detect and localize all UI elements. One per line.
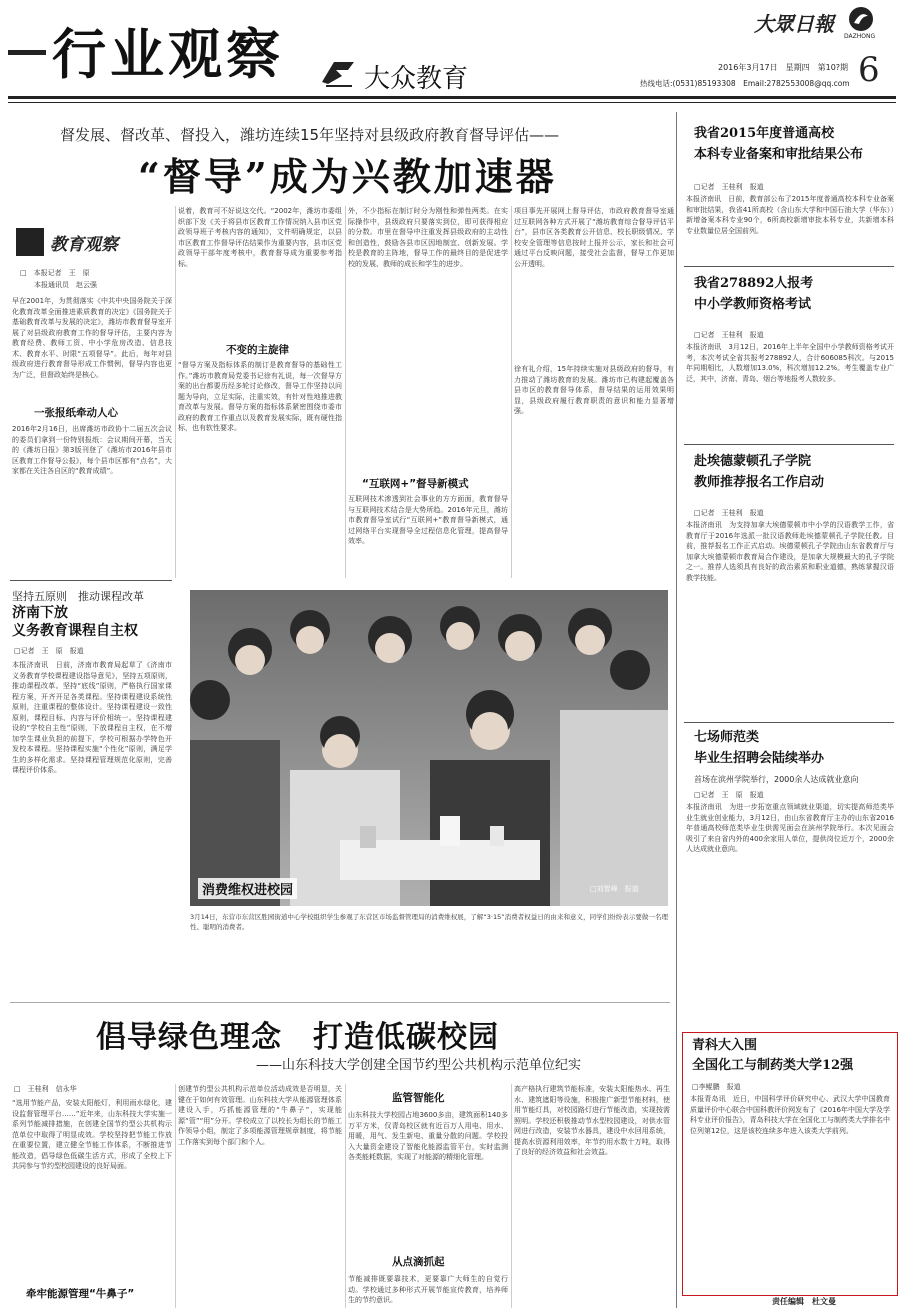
sidebar-divider xyxy=(676,112,677,1308)
feature2-sub-left: 牵牢能源管理“牛鼻子” xyxy=(26,1288,135,1300)
feature2-col-rule-2 xyxy=(345,1084,346,1308)
lead-col1-body: 早在2001年，为贯彻落实《中共中央国务院关于深化教育改革全面推进素质教育的决定》《国务院关于基础教育改革与发展的决定》，潍坊市教育督导室开展了对县级政府教育工作的督导评估，主要内容为教育经费、教师工资、中小学危房改造、信息技术、教育水平、时限“五项督导”。此后，每年对县级政府进行教育督导形成工作惯例，督导内容也更为广泛，但督政始终是核心。 xyxy=(12,297,172,379)
feature2-sub-mid-2: 从点滴抓起 xyxy=(392,1256,445,1268)
news-photo xyxy=(190,590,668,906)
feature2-top-rule xyxy=(10,1002,670,1003)
side-item3-body: 本报济南讯 为支持加拿大埃德蒙顿市中小学的汉语教学工作，省教育厅于2016年选派一批汉语教师赴埃德蒙顿孔子学院任教。目前，推荐报名工作正式启动。埃德蒙顿孔子学院由山东省教育厅与加拿大埃德蒙顿市教育局合作建设，是加拿大规模最大的孔子学院之一。推荐人选须具有良好的政治素质和职业道德，熟练掌握汉语教学技能。 xyxy=(686,521,894,582)
column-tag-label: 教育观察 xyxy=(50,235,118,255)
side-item1-byline: □记者 王桂利 报道 xyxy=(694,183,764,191)
logo-emblem-icon xyxy=(848,6,874,32)
side-item3-byline: □记者 王桂利 报道 xyxy=(694,509,764,517)
side-item4-title-2: 毕业生招聘会陆续举办 xyxy=(694,751,825,766)
feature2-headline: 倡导绿色理念 打造低碳校园 xyxy=(96,1020,499,1055)
left-story-body: 本报济南讯 日前，济南市教育局起草了《济南市义务教育学校课程建设指导意见》，坚持五项原则，推动课程改革。坚持“底线”原则，严格执行国家课程方案，开齐开足各类课程。坚持课程建设系统性原则，注重课程的整体设计。坚持课程建设一致性原则，课程目标、内容与评价相统一。坚持课程建设的“学校自主性”原则，下放课程自主权，在不增加学生课业负担的前提下，学校可根据办学特色开发校本课程。坚持课程实施“个性化”原则，满足学生的多样化需求。坚持课程管理规范化原则，完善课程评价体系。 xyxy=(12,661,172,774)
side-item1-title-1: 我省2015年度普通高校 xyxy=(694,126,835,141)
lead-kicker: 督发展、督改革、督投入，潍坊连续15年坚持对县级政府教育督导评估—— xyxy=(60,126,560,144)
page-number: 6 xyxy=(858,50,880,90)
side-item2-byline: □记者 王桂利 报道 xyxy=(694,331,764,339)
lead-col1-body-2: 2016年2月16日，出席潍坊市政协十二届五次会议的委员们拿到一份特别报纸：会议期间开幕，当天的《潍坊日报》第3版刊登了《潍坊市2016年县市区教育工作督导公报》，每个县市区都有“点名”，大家都在关注各自区的“教育成绩”。 xyxy=(12,425,172,475)
side-item2-title-2: 中小学教师资格考试 xyxy=(694,297,812,312)
side-item4-body: 本报济南讯 为进一步拓宽重点领域就业渠道，切实提高师范类毕业生就业创业能力，3月12日，由山东省教育厅主办的山东省2016年普通高校师范类毕业生供需见面会在滨州学院举行。本次见面会吸引了来自省内外的400余家用人单位，提供岗位近万个，2000余人达成就业意向。 xyxy=(686,803,894,853)
side-item1-title-2: 本科专业备案和审批结果公布 xyxy=(694,147,864,162)
side-item2-body: 本报济南讯 3月12日，2016年上半年全国中小学教师资格考试开考，本次考试全省共报考278892人，合计606085科次。与2015年同期相比，人数增加13.0%，科次增加12.2%。考生覆盖专业广泛，其中，济南、青岛、烟台等地报考人数较多。 xyxy=(686,343,894,383)
masthead-rule xyxy=(8,96,896,99)
side-rule-1 xyxy=(684,266,894,267)
lead-headline: “督导”成为兴教加速器 xyxy=(138,154,557,199)
lead-col4-body-2: 徐有礼介绍，15年持续实施对县级政府的督导，有力推动了潍坊教育的发展。潍坊市已构建起覆盖各县市区的教育督导体系，督导结果的运用效果明显，县级政府履行教育职责的意识和能力显著增强。 xyxy=(514,365,674,415)
date-line: 2016年3月17日 星期四 第10?期 xyxy=(718,63,849,72)
lead-byline-2: 本报通讯员 赵云强 xyxy=(20,281,97,289)
lead-col3-body-2: 互联网技术渗透到社会事业的方方面面，教育督导与互联网技术结合是大势所趋。2016年元旦，潍坊市教育督导室试行“互联网+”教育督导新模式，通过网络平台实现督导全过程信息化管理，提高督导效率。 xyxy=(348,495,508,545)
side-item2-title-1: 我省278892人报考 xyxy=(694,276,814,291)
lead-sub-2: 不变的主旋律 xyxy=(226,344,289,356)
left-story-rule xyxy=(10,580,172,581)
feature2-col-rule-1 xyxy=(175,1084,176,1308)
side-item5-title-1: 青科大入围 xyxy=(692,1038,758,1053)
feature2-col-rule-3 xyxy=(511,1084,512,1308)
feature2-col3-body: 山东科技大学校园占地3600多亩，建筑面积140多万平方米，仅青岛校区就有近百万人用电、用水、用暖，用气、发生新电、重量分散的问题。学校投入大量资金建设了智能化能源监管平台，实时监测各类能耗数据，实现了对能源的精细化管理。 xyxy=(348,1111,508,1161)
left-story-title-1: 济南下放 xyxy=(12,605,68,621)
side-item5-body: 本报青岛讯 近日，中国科学评价研究中心、武汉大学中国教育质量评价中心联合中国科教评价网发布了《2016年中国大学及学科专业评价报告》，青岛科技大学在全国化工与制药类大学排名中位列第12位，这是该校连续多年进入该类大学前列。 xyxy=(690,1095,890,1135)
section-subtitle: 大众教育 xyxy=(364,64,469,94)
feature2-col3-body-2: 节能减排既要靠技术，更要靠广大师生的自觉行动。学校通过多种形式开展节能宣传教育，培养师生的节约意识。 xyxy=(348,1275,508,1304)
feature2-col4-body: 高产格执行建筑节能标准，安装太阳能热水、再生水、建筑遮阳等设施，积极推广新型节能材料，使用节能灯具，对校园路灯进行节能改造，实现按需照明。学校还积极推动节水型校园建设，对供水管网进行改造，安装节水器具，建设中水回用系统，提高水资源利用效率，年节约用水数十万吨，取得了良好的经济效益和社会效益。 xyxy=(514,1085,670,1156)
side-item5-byline: □李鲲鹏 报道 xyxy=(692,1083,741,1091)
side-item4-byline: □记者 王 原 报道 xyxy=(694,791,764,799)
side-rule-2 xyxy=(684,444,894,445)
photo-illustration xyxy=(190,590,668,906)
side-item3-title-2: 教师推荐报名工作启动 xyxy=(694,475,825,490)
newspaper-logo: 大眾日報 xyxy=(754,12,834,36)
side-rule-3 xyxy=(684,722,894,723)
feature2-sub-mid: 监管智能化 xyxy=(392,1092,445,1104)
lead-byline-1: □ 本报记者 王 原 xyxy=(20,269,90,277)
lead-col-rule-2 xyxy=(345,206,346,578)
hotline: 热线电话:(0531)85193308 Email:2782553008@qq.com xyxy=(640,79,850,88)
side-item4-title-1: 七场师范类 xyxy=(694,730,760,745)
photo-title: 消费维权进校园 xyxy=(198,878,297,899)
side-item5-title-2: 全国化工与制药类大学12强 xyxy=(692,1058,854,1073)
side-item4-sub: 首场在滨州学院举行，2000余人达成就业意向 xyxy=(694,775,859,784)
lead-col2-body-2: “督导方案及指标体系的制订是教育督导的基础性工作。”潍坊市教育局党委书记徐有礼说，每一次督导方案的出台都要历经多轮讨论修改，督导工作坚持以问题为导向，立足实际，注重实效，有针对性地推进教育改革与发展。督导方案的指标体系紧密围绕市委市政府的教育工作重点以及教育发展实际，既有硬性指标，也有软性要求。 xyxy=(178,361,342,432)
feature2-byline: □ 王桂利 信永华 xyxy=(14,1085,77,1093)
left-story-byline: □记者 王 原 报道 xyxy=(14,647,84,655)
section-logo-icon xyxy=(318,56,360,88)
editor-credit: 责任编辑 杜文曼 xyxy=(772,1297,836,1306)
lead-col4-body: 项目事先开展网上督导评估，市政府教育督导室通过互联网各种方式开展了“潍坊教育综合督导评估平台”，县市区各类教育公开信息、校长职级情况、学校安全管理等信息按时上报并公示，家长和社会可通过平台反映问题，接受社会监督，督导工作更加公开透明。 xyxy=(514,207,674,268)
photo-caption: 3月14日，东营市东营区胜园街道中心学校组织学生参观了东营区市场监督管理局的消费维权展，了解“3·15”消费者权益日的由来和意义，同学们纷纷表示要做一名理性、聪明的消费者。 xyxy=(190,913,668,931)
lead-col-rule-1 xyxy=(175,206,176,578)
photo-credit: □刘智峰 报道 xyxy=(590,885,639,893)
masthead xyxy=(0,0,900,108)
column-tag-box xyxy=(16,228,44,256)
left-story-title-2: 义务教育课程自主权 xyxy=(12,623,138,639)
column-tag xyxy=(16,224,166,258)
masthead-rule-thin xyxy=(8,102,896,103)
masthead-left-bar xyxy=(8,50,46,55)
side-item1-body: 本报济南讯 日前，教育部公布了2015年度普通高校本科专业备案和审批结果，我省41所高校（含山东大学和中国石油大学（华东））新增备案本科专业90个，6所高校新增审批本科专业，共新增本科专业数量位居全国前列。 xyxy=(686,195,894,235)
lead-sub-1: 一张报纸牵动人心 xyxy=(34,407,118,419)
left-story-kicker: 坚持五原则 推动课程改革 xyxy=(12,590,144,603)
logo-sub: DAZHONG xyxy=(844,33,876,40)
lead-col3-body: 外，不少指标在制订时分为刚性和弹性两类。在实际操作中，县级政府只要落实到位，即可获得相应的分数。市里在督导中注重发挥县级政府的主动性和创造性，鼓励各县市区因地制宜、创新发展。学校是教育的主阵地，督导工作的最终目的是促进学校的发展、教师的成长和学生的进步。 xyxy=(348,207,508,268)
lead-col-rule-3 xyxy=(511,206,512,578)
section-title: 行业观察 xyxy=(52,22,284,86)
feature2-subtitle: ——山东科技大学创建全国节约型公共机构示范单位纪实 xyxy=(256,1058,582,1073)
feature2-col2-body: 创建节约型公共机构示范单位活动成效是否明显，关键在于如何有效管理。山东科技大学从能源管理体系建设入手，巧抓能源管理的“牛鼻子”，实现能源“管”“用”分开。学校成立了以校长为组长的节能工作领导小组，制定了多项能源管理规章制度，将节能工作落实到每个部门和个人。 xyxy=(178,1085,342,1146)
lead-col2-body: 说着，教育可不好说这交代。“2002年，潍坊市委组织部下发《关于将县市区教育工作情况纳入县市区党政领导班子考核内容的通知》，文件明确规定，以县市区教育工作督导评估结果作为重要内容，县市区党政领导干部年度考核中，教育督导成为重要参考指标。 xyxy=(178,207,342,268)
lead-sub-3: “互联网+”督导新模式 xyxy=(362,478,469,490)
feature2-col1-body: “选用节能产品，安装太阳能灯，利用雨水绿化，建设监督管理平台……”近年来，山东科技大学实施一系列节能减排措施，在创建全国节约型公共机构示范单位中取得了明显成效。学校坚持把节能工作放在重要位置，建立健全节能工作体系，不断推进节能改造，倡导绿色低碳生活方式，形成了全校上下共同参与节约型校园建设的良好局面。 xyxy=(12,1099,172,1170)
side-item3-title-1: 赴埃德蒙顿孔子学院 xyxy=(694,454,812,469)
